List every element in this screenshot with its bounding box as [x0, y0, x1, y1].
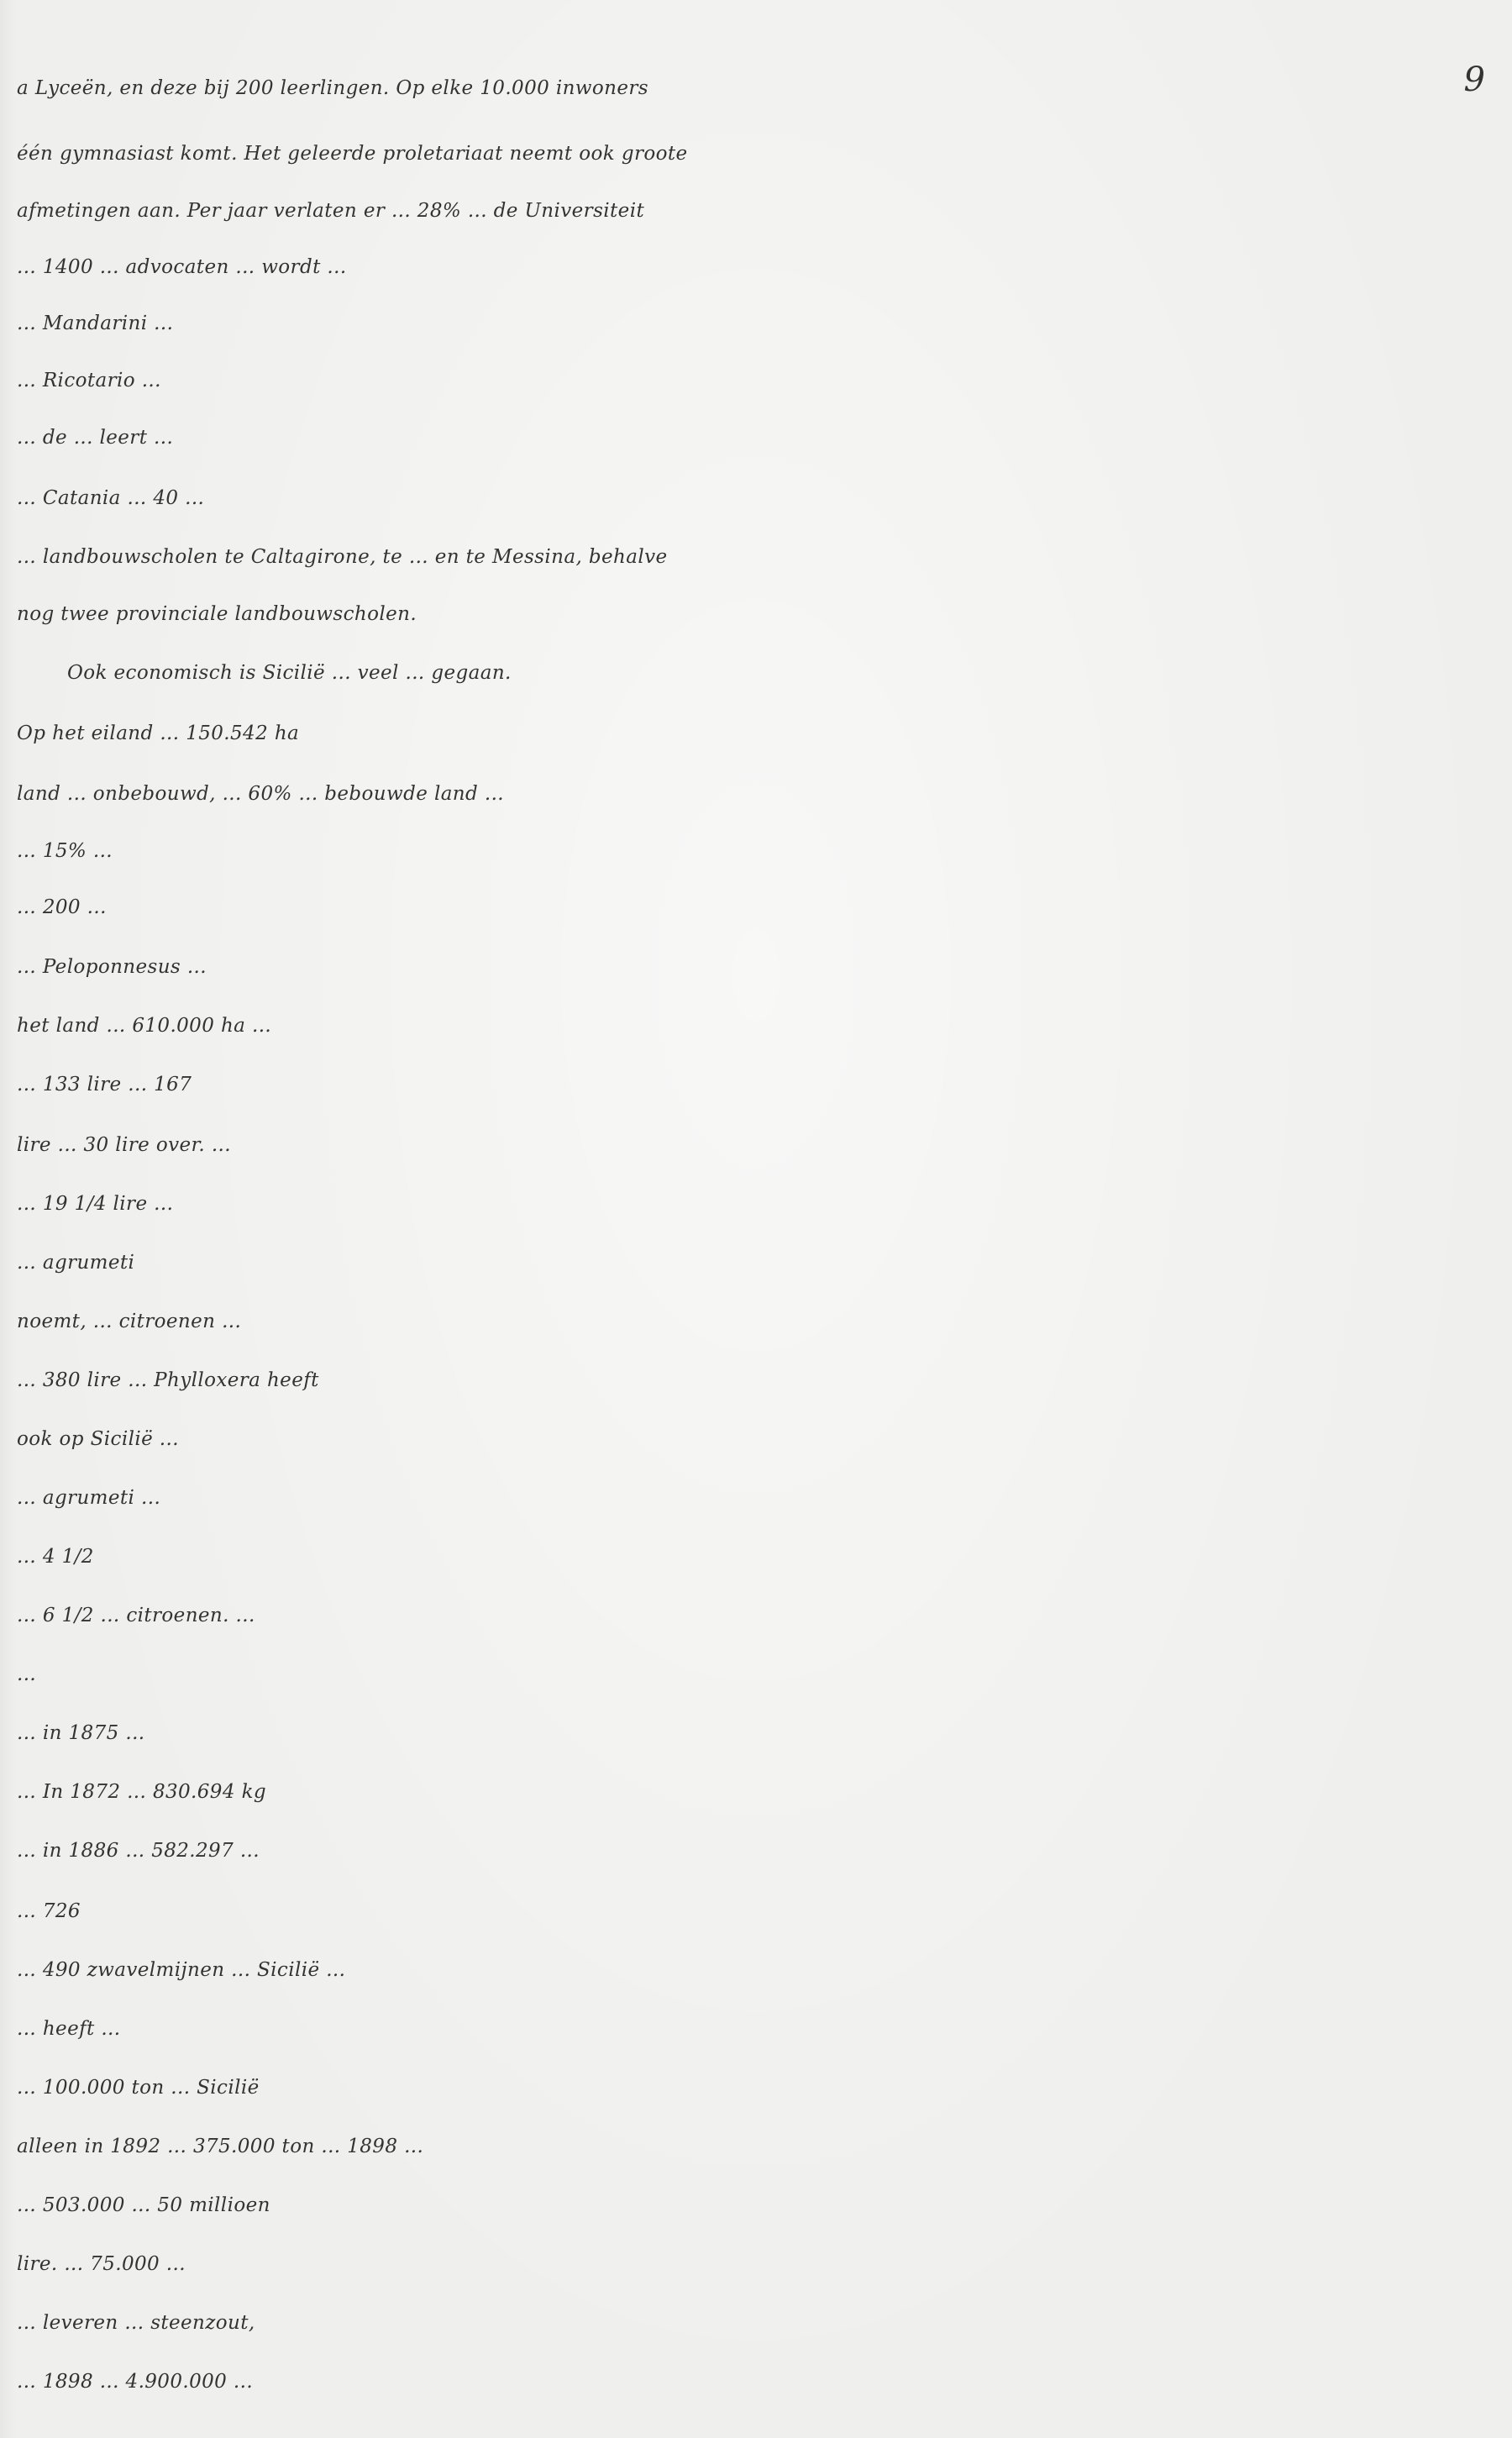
text-line: ... leveren ... steenzout,: [17, 2312, 255, 2334]
text-line: ... agrumeti ...: [17, 1487, 161, 1509]
text-line: Op het eiland ... 150.542 ha: [17, 722, 300, 744]
text-line: ... 4 1/2: [17, 1546, 94, 1568]
text-line: lire ... 30 lire over. ...: [17, 1134, 231, 1156]
text-line: ook op Sicilië ...: [17, 1428, 179, 1450]
text-line: noemt, ... citroenen ...: [17, 1311, 242, 1332]
text-line: land ... onbebouwd, ... 60% ... bebouwde land ...: [17, 783, 504, 805]
text-line: ...: [17, 1663, 37, 1685]
text-line: ... Mandarini ...: [17, 313, 174, 334]
text-line: ... Ricotario ...: [17, 370, 161, 391]
text-line: ... 1400 ... advocaten ... wordt ...: [17, 256, 347, 278]
text-line: ... 15% ...: [17, 840, 113, 862]
text-line: ... 100.000 ton ... Sicilië: [17, 2077, 260, 2099]
text-line: ... Peloponnesus ...: [17, 956, 207, 978]
text-line: ... 726: [17, 1900, 81, 1922]
text-line: ... Catania ... 40 ...: [17, 487, 205, 509]
text-line: ... 503.000 ... 50 millioen: [17, 2194, 270, 2216]
text-line: ... In 1872 ... 830.694 kg: [17, 1781, 267, 1803]
text-line: ... agrumeti: [17, 1252, 135, 1274]
text-line: ... in 1886 ... 582.297 ...: [17, 1840, 260, 1862]
text-line: ... de ... leert ...: [17, 427, 174, 449]
text-line: Ook economisch is Sicilië ... veel ... gegaan.: [67, 662, 512, 684]
page-number: 9: [1463, 60, 1485, 99]
text-line: a Lyceën, en deze bij 200 leerlingen. Op elke 10.000 inwoners: [17, 77, 648, 99]
text-line: ... 490 zwavelmijnen ... Sicilië ...: [17, 1959, 346, 1981]
text-line: alleen in 1892 ... 375.000 ton ... 1898 ...: [17, 2136, 424, 2157]
text-line: ... heeft ...: [17, 2018, 121, 2040]
text-line: ... landbouwscholen te Caltagirone, te ... en te Messina, behalve: [17, 546, 668, 568]
text-line: ... 133 lire ... 167: [17, 1074, 192, 1096]
text-line: ... 1898 ... 4.900.000 ...: [17, 2371, 254, 2393]
text-line: het land ... 610.000 ha ...: [17, 1015, 272, 1037]
text-line: ... 6 1/2 ... citroenen. ...: [17, 1605, 255, 1626]
text-line: ... 19 1/4 lire ...: [17, 1193, 174, 1215]
text-line: nog twee provinciale landbouwscholen.: [17, 603, 417, 625]
text-line: ... in 1875 ...: [17, 1722, 145, 1744]
text-line: één gymnasiast komt. Het geleerde proletariaat neemt ook groote: [17, 143, 688, 165]
text-line: lire. ... 75.000 ...: [17, 2253, 186, 2275]
text-line: afmetingen aan. Per jaar verlaten er ... 28% ... de Universiteit: [17, 200, 645, 222]
text-line: ... 380 lire ... Phylloxera heeft: [17, 1369, 319, 1391]
text-line: ... 200 ...: [17, 896, 107, 918]
